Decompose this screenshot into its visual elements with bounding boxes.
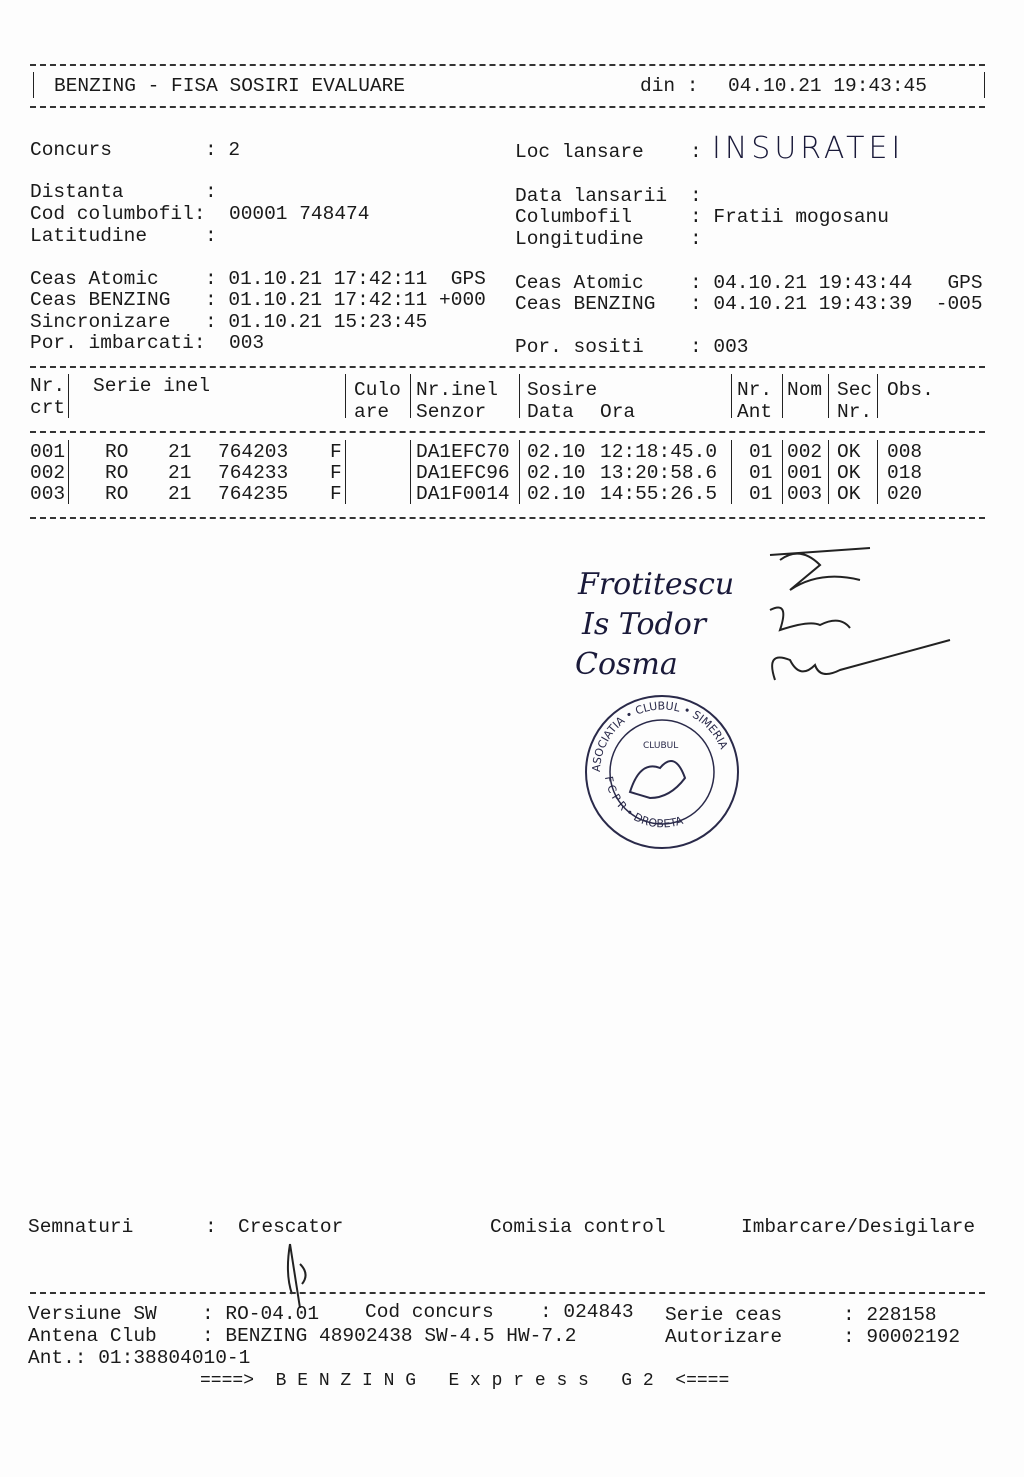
semnaturi-sep: : xyxy=(205,1216,217,1238)
cell-an: 21 xyxy=(168,483,192,505)
cell-nr: 003 xyxy=(30,483,66,505)
divider xyxy=(731,374,732,418)
divider xyxy=(345,374,346,418)
por-sositi-label: Por. sositi xyxy=(515,336,644,358)
cell-nom: 002 xyxy=(787,441,823,463)
divider xyxy=(519,374,520,418)
ceas-benzing-start-value: : 01.10.21 17:42:11 +000 xyxy=(205,289,486,311)
cell-an: 21 xyxy=(168,441,192,463)
col-header-data: Data xyxy=(527,401,574,423)
document-title: BENZING - FISA SOSIRI EVALUARE xyxy=(54,75,406,97)
cell-nom: 003 xyxy=(787,483,823,505)
divider xyxy=(345,440,346,504)
divider xyxy=(782,440,783,504)
col-header-nr: Nr. xyxy=(30,375,66,397)
club-stamp xyxy=(580,692,745,852)
signature-name-1: Frotitescu xyxy=(578,567,735,602)
latitudine-label: Latitudine xyxy=(30,225,148,247)
divider xyxy=(877,374,878,418)
col-header-ant: Ant xyxy=(737,401,773,423)
divider xyxy=(30,431,985,433)
divider xyxy=(30,106,985,108)
pigeon-icon xyxy=(630,761,685,798)
cell-nr: 002 xyxy=(30,462,66,484)
cell-inel: 764235 xyxy=(218,483,289,505)
cell-ora: 12:18:45.0 xyxy=(600,441,718,463)
cell-senzor: DA1EFC96 xyxy=(416,462,510,484)
ceas-benzing-end-value: : 04.10.21 19:43:39 -005 xyxy=(690,293,983,315)
sincronizare-label: Sincronizare xyxy=(30,311,171,333)
divider xyxy=(984,72,985,98)
cell-ora: 14:55:26.5 xyxy=(600,483,718,505)
cell-ant: 01 xyxy=(749,441,773,463)
longitudine-label: Longitudine xyxy=(515,228,644,250)
cell-sec: OK xyxy=(837,441,861,463)
imbarcare-label: Imbarcare/Desigilare xyxy=(741,1216,976,1238)
sincronizare-value: : 01.10.21 15:23:45 xyxy=(205,311,428,333)
cod-concurs-value: : 024843 xyxy=(540,1301,634,1323)
divider xyxy=(877,440,878,504)
cod-columbofil-label: Cod columbofil: xyxy=(30,203,206,225)
cell-data: 02.10 xyxy=(527,462,586,484)
antena-id: Ant.: 01:38804010-1 xyxy=(28,1347,251,1369)
loc-lansare-label: Loc lansare xyxy=(515,141,644,163)
semnaturi-label: Semnaturi xyxy=(28,1216,134,1238)
svg-text:F C P R • DROBETA xyxy=(602,775,685,830)
cell-sec: OK xyxy=(837,483,861,505)
col-header-are: are xyxy=(354,401,390,423)
distanta-label: Distanta xyxy=(30,181,124,203)
col-header-sec: Sec xyxy=(837,379,873,401)
por-imbarcati-value: 003 xyxy=(229,332,265,354)
col-header-sosire: Sosire xyxy=(527,379,598,401)
longitudine-value: : xyxy=(690,228,702,250)
columbofil-label: Columbofil xyxy=(515,206,633,228)
latitudine-value: : xyxy=(205,225,217,247)
loc-lansare-sep: : xyxy=(690,141,702,163)
data-lansarii-label: Data lansarii xyxy=(515,185,668,207)
col-header-obs: Obs. xyxy=(887,379,934,401)
divider xyxy=(731,440,732,504)
din-label: din : xyxy=(640,75,699,97)
divider xyxy=(30,517,985,519)
divider xyxy=(68,440,69,504)
ceas-benzing-start-label: Ceas BENZING xyxy=(30,289,171,311)
cell-obs: 018 xyxy=(887,462,923,484)
versiune-sw-value: : RO-04.01 xyxy=(202,1303,320,1325)
brand-banner: ====> B E N Z I N G E x p r e s s G 2 <==== xyxy=(200,1371,730,1391)
ceas-atomic-start-value: : 01.10.21 17:42:11 GPS xyxy=(205,268,486,290)
cell-ora: 13:20:58.6 xyxy=(600,462,718,484)
divider xyxy=(410,440,411,504)
por-sositi-value: : 003 xyxy=(690,336,749,358)
col-header-secnr: Nr. xyxy=(837,401,873,423)
data-lansarii-value: : xyxy=(690,185,702,207)
col-header-culo: Culo xyxy=(354,379,401,401)
col-header-senzor: Senzor xyxy=(416,401,487,423)
col-header-serie: Serie inel xyxy=(93,375,211,397)
signature-name-3: Cosma xyxy=(575,647,678,682)
signature-name-2: Is Todor xyxy=(582,607,707,642)
autorizare-value: : 90002192 xyxy=(843,1326,961,1348)
cell-tara: RO xyxy=(105,441,129,463)
col-header-crt: crt xyxy=(30,397,66,419)
crescator-label: Crescator xyxy=(238,1216,344,1238)
antena-club-label: Antena Club xyxy=(28,1325,157,1347)
cell-obs: 020 xyxy=(887,483,923,505)
divider xyxy=(410,374,411,418)
cell-ant: 01 xyxy=(749,462,773,484)
stamp-text-bottom: F C P R • DROBETA xyxy=(601,775,685,831)
stamp-text-top: ASOCIATIA • CLUBUL • SIMERIA xyxy=(589,699,731,773)
divider xyxy=(782,374,783,418)
divider xyxy=(519,440,520,504)
columbofil-value: : Fratii mogosanu xyxy=(690,206,889,228)
cell-ant: 01 xyxy=(749,483,773,505)
divider xyxy=(30,366,985,368)
concurs-label: Concurs xyxy=(30,139,112,161)
cell-tara: RO xyxy=(105,462,129,484)
col-header-nrant: Nr. xyxy=(737,379,773,401)
cell-sex: F xyxy=(330,483,342,505)
cell-inel: 764233 xyxy=(218,462,289,484)
cod-concurs-label: Cod concurs xyxy=(365,1301,494,1323)
serie-ceas-value: : 228158 xyxy=(843,1304,937,1326)
stamp-text-center: CLUBUL xyxy=(643,741,679,751)
divider xyxy=(828,440,829,504)
comisia-control-label: Comisia control xyxy=(490,1216,666,1238)
ceas-atomic-start-label: Ceas Atomic xyxy=(30,268,159,290)
cell-obs: 008 xyxy=(887,441,923,463)
divider xyxy=(828,374,829,418)
cell-senzor: DA1F0014 xyxy=(416,483,510,505)
ceas-benzing-end-label: Ceas BENZING xyxy=(515,293,656,315)
divider xyxy=(68,374,69,418)
loc-lansare-handwritten: INSURATEI xyxy=(712,131,905,166)
por-imbarcati-label: Por. imbarcati: xyxy=(30,332,206,354)
ceas-atomic-end-label: Ceas Atomic xyxy=(515,272,644,294)
antena-club-value: : BENZING 48902438 SW-4.5 HW-7.2 xyxy=(202,1325,577,1347)
col-header-nrinel: Nr.inel xyxy=(416,379,498,401)
concurs-value: : 2 xyxy=(205,139,241,161)
distanta-value: : xyxy=(205,181,217,203)
cell-data: 02.10 xyxy=(527,483,586,505)
col-header-nom: Nom xyxy=(787,379,823,401)
cell-nom: 001 xyxy=(787,462,823,484)
cell-tara: RO xyxy=(105,483,129,505)
cell-nr: 001 xyxy=(30,441,66,463)
autorizare-label: Autorizare xyxy=(665,1326,783,1348)
divider xyxy=(30,64,985,66)
crescator-signature xyxy=(280,1240,320,1312)
cell-an: 21 xyxy=(168,462,192,484)
divider xyxy=(33,72,34,98)
divider xyxy=(30,1292,985,1294)
cell-sex: F xyxy=(330,462,342,484)
versiune-sw-label: Versiune SW xyxy=(28,1303,157,1325)
cell-sec: OK xyxy=(837,462,861,484)
cod-columbofil-value: 00001 748474 xyxy=(229,203,370,225)
serie-ceas-label: Serie ceas xyxy=(665,1304,783,1326)
cell-data: 02.10 xyxy=(527,441,586,463)
ceas-atomic-end-value: : 04.10.21 19:43:44 GPS xyxy=(690,272,983,294)
signature-scribbles xyxy=(760,540,960,690)
din-value: 04.10.21 19:43:45 xyxy=(728,75,927,97)
cell-sex: F xyxy=(330,441,342,463)
cell-inel: 764203 xyxy=(218,441,289,463)
cell-senzor: DA1EFC70 xyxy=(416,441,510,463)
col-header-ora: Ora xyxy=(600,401,636,423)
